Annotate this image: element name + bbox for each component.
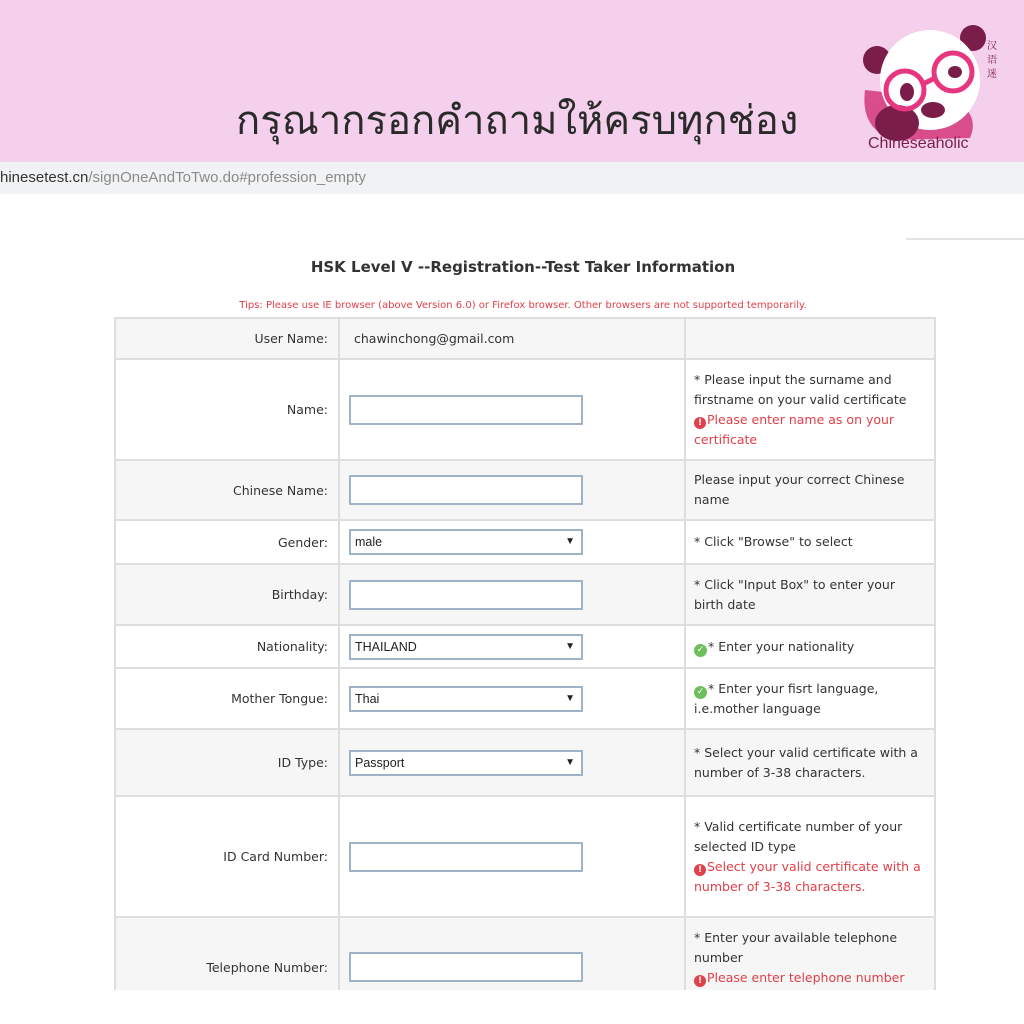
form-row-nationality (115, 625, 935, 668)
divider (906, 238, 1024, 240)
error-icon: ! (694, 417, 706, 429)
browser-tips: Tips: Please use IE browser (above Version 6.0) or Firefox browser. Other browsers are not supported temporarily. (239, 300, 807, 311)
page-title: HSK Level V --Registration--Test Taker Information (310, 258, 736, 276)
hint-text: * Valid certificate number of your selected ID type (694, 818, 903, 854)
id-type-select[interactable] (349, 750, 583, 776)
form-row-chinese-name (115, 460, 935, 520)
form-row-id-type (115, 729, 935, 796)
error-icon: ! (694, 975, 706, 987)
id-card-number-input[interactable] (349, 842, 583, 872)
field-label: Mother Tongue: (115, 668, 339, 729)
chevron-down-icon: ▼ (565, 692, 575, 704)
hint-text: * Enter your available telephone number (694, 930, 898, 965)
field-label: Gender: (115, 520, 339, 564)
error-message: Please enter name as on your certificate (694, 411, 895, 447)
url-host: hinesetest.cn (0, 169, 89, 186)
address-bar[interactable] (0, 162, 1024, 194)
logo-char: 迷 (987, 69, 997, 80)
form-row-birthday (115, 564, 935, 625)
form-row-user-name (115, 318, 935, 359)
field-label: Nationality: (115, 625, 339, 668)
chevron-down-icon: ▼ (565, 640, 575, 652)
field-label: User Name: (115, 318, 339, 359)
selected-value: Thai (355, 691, 380, 706)
field-label: Chinese Name: (115, 460, 339, 520)
field-label: ID Type: (115, 729, 339, 796)
banner-title: กรุณากรอกคำถามให้ครบทุกช่อง (236, 98, 799, 144)
error-message: Please enter telephone number (707, 970, 905, 985)
promo-banner (0, 0, 1024, 162)
hint-cell (685, 318, 935, 359)
check-icon: ✓ (694, 644, 707, 657)
gender-select[interactable] (349, 529, 583, 555)
telephone-input[interactable] (349, 952, 583, 982)
page-bottom (0, 990, 1024, 1024)
nationality-select[interactable] (349, 634, 583, 660)
error-icon: ! (694, 864, 706, 876)
form-row-gender (115, 520, 935, 564)
registration-form (114, 317, 936, 1018)
selected-value: Passport (355, 755, 405, 770)
form-row-name (115, 359, 935, 460)
selected-value: THAILAND (355, 639, 417, 654)
hint-text: * Click "Input Box" to enter your birth date (685, 564, 935, 625)
url-text[interactable] (0, 169, 366, 186)
chevron-down-icon: ▼ (565, 536, 575, 547)
field-label: Birthday: (115, 564, 339, 625)
birthday-input[interactable] (349, 580, 583, 610)
brand-name: Chineseaholic (868, 135, 969, 152)
field-label: ID Card Number: (115, 796, 339, 917)
hint-text: Please input your correct Chinese name (685, 460, 935, 520)
selected-value: male (355, 535, 383, 549)
error-message: Select your valid certificate with a number of 3-38 characters. (694, 858, 921, 894)
name-input[interactable] (349, 395, 583, 425)
check-icon: ✓ (694, 686, 707, 699)
url-path: /signOneAndToTwo.do#profession_empty (88, 169, 367, 186)
hint-text: * Enter your fisrt language, i.e.mother language (694, 680, 879, 716)
mother-tongue-select[interactable] (349, 686, 583, 712)
hint-text: * Select your valid certificate with a number of 3-38 characters. (685, 729, 935, 796)
user-name-value: chawinchong@gmail.com (339, 318, 685, 359)
logo-char: 语 (987, 55, 997, 66)
form-row-mother-tongue (115, 668, 935, 729)
chevron-down-icon: ▼ (565, 756, 575, 768)
form-row-id-card-number (115, 796, 935, 917)
field-label: Name: (115, 359, 339, 460)
hint-text: * Click "Browse" to select (685, 520, 935, 564)
logo-chinese-text (985, 40, 999, 82)
field-label: Telephone Number: (115, 917, 339, 1017)
logo-char: 汉 (987, 41, 997, 52)
chinese-name-input[interactable] (349, 475, 583, 505)
hint-text: * Enter your nationality (708, 638, 855, 654)
hint-text: * Please input the surname and firstname on your valid certificate (694, 371, 907, 407)
